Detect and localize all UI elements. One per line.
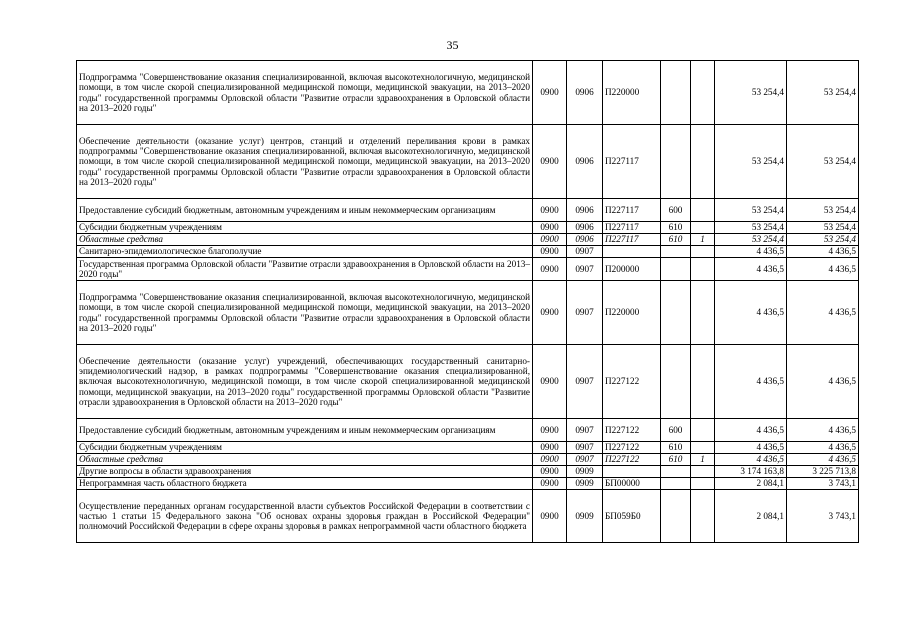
row-amount-year-1: 4 436,5 bbox=[715, 281, 787, 345]
row-target-article-code: П227117 bbox=[603, 125, 661, 199]
row-amount-year-2: 53 254,4 bbox=[787, 125, 859, 199]
row-amount-year-1: 2 084,1 bbox=[715, 490, 787, 543]
row-section-code: 0900 bbox=[533, 281, 567, 345]
row-expense-type-code: 600 bbox=[661, 199, 691, 222]
row-section-code: 0900 bbox=[533, 246, 567, 258]
row-expense-type-code bbox=[661, 61, 691, 125]
row-amount-year-2: 3 743,1 bbox=[787, 490, 859, 543]
table-row bbox=[77, 419, 859, 442]
row-amount-year-2: 4 436,5 bbox=[787, 258, 859, 281]
row-amount-year-1: 53 254,4 bbox=[715, 61, 787, 125]
row-subsection-code: 0906 bbox=[567, 61, 603, 125]
row-amount-year-1: 53 254,4 bbox=[715, 199, 787, 222]
row-subsection-code: 0909 bbox=[567, 490, 603, 543]
row-section-code: 0900 bbox=[533, 345, 567, 419]
table-row bbox=[77, 199, 859, 222]
row-name: Обеспечение деятельности (оказание услуг) центров, станций и отделений переливания крови в рамках подпрограммы "Совершенствование оказания специализированной, включая высокотехнологичную, медицинской помощи, в том числе скорой специализированной медицинской помощи, медицинской эвакуации, на 2013–2020 годы" государственной программы Орловской области "Развитие отрасли здравоохранения в Орловской области на 2013–2020 годы" bbox=[77, 125, 533, 199]
row-subsection-code: 0907 bbox=[567, 419, 603, 442]
row-kosgu-code bbox=[691, 61, 715, 125]
row-target-article-code bbox=[603, 246, 661, 258]
row-amount-year-1: 53 254,4 bbox=[715, 234, 787, 246]
row-kosgu-code: 1 bbox=[691, 454, 715, 466]
row-target-article-code: П227117 bbox=[603, 199, 661, 222]
row-kosgu-code bbox=[691, 466, 715, 478]
row-kosgu-code bbox=[691, 419, 715, 442]
row-section-code: 0900 bbox=[533, 419, 567, 442]
row-amount-year-2: 4 436,5 bbox=[787, 442, 859, 454]
row-section-code: 0900 bbox=[533, 199, 567, 222]
row-amount-year-1: 53 254,4 bbox=[715, 222, 787, 234]
row-amount-year-2: 53 254,4 bbox=[787, 234, 859, 246]
row-kosgu-code bbox=[691, 490, 715, 543]
row-subsection-code: 0906 bbox=[567, 234, 603, 246]
row-name: Подпрограмма "Совершенствование оказания специализированной, включая высокотехнологичную, медицинской помощи, в том числе скорой специализированной медицинской помощи, медицинской эвакуации, на 2013–2020 годы" государственной программы Орловской области "Развитие отрасли здравоохранения в Орловской области на 2013–2020 годы" bbox=[77, 61, 533, 125]
row-kosgu-code bbox=[691, 125, 715, 199]
row-amount-year-1: 4 436,5 bbox=[715, 454, 787, 466]
table-row bbox=[77, 258, 859, 281]
page-number: 35 bbox=[446, 38, 459, 52]
row-name: Санитарно-эпидемиологическое благополучие bbox=[77, 246, 533, 258]
row-target-article-code: П227117 bbox=[603, 234, 661, 246]
row-section-code: 0900 bbox=[533, 490, 567, 543]
row-target-article-code bbox=[603, 466, 661, 478]
row-section-code: 0900 bbox=[533, 442, 567, 454]
row-section-code: 0900 bbox=[533, 258, 567, 281]
row-amount-year-2: 4 436,5 bbox=[787, 281, 859, 345]
row-expense-type-code bbox=[661, 466, 691, 478]
row-amount-year-2: 4 436,5 bbox=[787, 454, 859, 466]
row-amount-year-1: 53 254,4 bbox=[715, 125, 787, 199]
table-row bbox=[77, 61, 859, 125]
row-expense-type-code bbox=[661, 258, 691, 281]
row-amount-year-2: 4 436,5 bbox=[787, 345, 859, 419]
row-amount-year-1: 4 436,5 bbox=[715, 345, 787, 419]
row-kosgu-code bbox=[691, 258, 715, 281]
row-target-article-code: П227122 bbox=[603, 419, 661, 442]
row-amount-year-2: 3 743,1 bbox=[787, 478, 859, 490]
row-subsection-code: 0907 bbox=[567, 454, 603, 466]
row-section-code: 0900 bbox=[533, 478, 567, 490]
row-subsection-code: 0906 bbox=[567, 222, 603, 234]
row-name: Осуществление переданных органам государственной власти субъектов Российской Федерации в соответствии с частью 1 статьи 15 Федерального закона "Об основах охраны здоровья граждан в Российской Федерации" полномочий Российской Федерации в сфере охраны здоровья в рамках непрограммной части областного бюджета bbox=[77, 490, 533, 543]
table-row bbox=[77, 345, 859, 419]
table-row bbox=[77, 454, 859, 466]
row-expense-type-code: 610 bbox=[661, 222, 691, 234]
row-target-article-code: П227117 bbox=[603, 222, 661, 234]
row-name: Предоставление субсидий бюджетным, автономным учреждениям и иным некоммерческим организациям bbox=[77, 199, 533, 222]
row-name: Подпрограмма "Совершенствование оказания специализированной, включая высокотехнологичную, медицинской помощи, в том числе скорой специализированной медицинской помощи, медицинской эвакуации, на 2013–2020 годы" государственной программы Орловской области "Развитие отрасли здравоохранения в Орловской области на 2013–2020 годы" bbox=[77, 281, 533, 345]
row-target-article-code: БП00000 bbox=[603, 478, 661, 490]
table-row bbox=[77, 234, 859, 246]
row-subsection-code: 0909 bbox=[567, 478, 603, 490]
row-expense-type-code bbox=[661, 246, 691, 258]
row-name: Предоставление субсидий бюджетным, автономным учреждениям и иным некоммерческим организациям bbox=[77, 419, 533, 442]
row-amount-year-2: 53 254,4 bbox=[787, 61, 859, 125]
row-subsection-code: 0906 bbox=[567, 125, 603, 199]
row-section-code: 0900 bbox=[533, 466, 567, 478]
row-expense-type-code bbox=[661, 125, 691, 199]
row-target-article-code: П227122 bbox=[603, 442, 661, 454]
row-name: Государственная программа Орловской области "Развитие отрасли здравоохранения в Орловской области на 2013–2020 годы" bbox=[77, 258, 533, 281]
row-amount-year-1: 4 436,5 bbox=[715, 442, 787, 454]
table-row bbox=[77, 478, 859, 490]
row-expense-type-code: 610 bbox=[661, 454, 691, 466]
row-kosgu-code bbox=[691, 442, 715, 454]
row-expense-type-code bbox=[661, 478, 691, 490]
row-section-code: 0900 bbox=[533, 234, 567, 246]
row-amount-year-1: 3 174 163,8 bbox=[715, 466, 787, 478]
row-expense-type-code: 600 bbox=[661, 419, 691, 442]
table-row bbox=[77, 466, 859, 478]
row-name: Другие вопросы в области здравоохранения bbox=[77, 466, 533, 478]
row-name: Областные средства bbox=[77, 234, 533, 246]
row-expense-type-code bbox=[661, 281, 691, 345]
row-section-code: 0900 bbox=[533, 222, 567, 234]
row-amount-year-1: 2 084,1 bbox=[715, 478, 787, 490]
row-amount-year-2: 4 436,5 bbox=[787, 246, 859, 258]
row-amount-year-1: 4 436,5 bbox=[715, 258, 787, 281]
row-amount-year-1: 4 436,5 bbox=[715, 246, 787, 258]
row-name: Областные средства bbox=[77, 454, 533, 466]
row-name: Обеспечение деятельности (оказание услуг) учреждений, обеспечивающих государственный санитарно-эпидемиологический надзор, в рамках подпрограммы "Совершенствование оказания специализированной, включая высокотехнологичную, медицинской помощи, в том числе скорой специализированной медицинской помощи, медицинской эвакуации, на 2013–2020 годы" государственной программы Орловской области "Развитие отрасли здравоохранения в Орловской области на 2013–2020 годы" bbox=[77, 345, 533, 419]
row-expense-type-code bbox=[661, 490, 691, 543]
row-section-code: 0900 bbox=[533, 61, 567, 125]
row-kosgu-code bbox=[691, 345, 715, 419]
row-target-article-code: БП059Б0 bbox=[603, 490, 661, 543]
row-expense-type-code: 610 bbox=[661, 234, 691, 246]
row-target-article-code: П227122 bbox=[603, 454, 661, 466]
row-target-article-code: П220000 bbox=[603, 281, 661, 345]
budget-table bbox=[76, 60, 859, 543]
row-name: Субсидии бюджетным учреждениям bbox=[77, 442, 533, 454]
row-subsection-code: 0907 bbox=[567, 258, 603, 281]
table-row bbox=[77, 222, 859, 234]
row-amount-year-2: 3 225 713,8 bbox=[787, 466, 859, 478]
row-name: Непрограммная часть областного бюджета bbox=[77, 478, 533, 490]
row-subsection-code: 0907 bbox=[567, 281, 603, 345]
row-section-code: 0900 bbox=[533, 125, 567, 199]
row-name: Субсидии бюджетным учреждениям bbox=[77, 222, 533, 234]
row-amount-year-2: 53 254,4 bbox=[787, 199, 859, 222]
row-expense-type-code: 610 bbox=[661, 442, 691, 454]
row-target-article-code: П227122 bbox=[603, 345, 661, 419]
row-subsection-code: 0906 bbox=[567, 199, 603, 222]
row-kosgu-code: 1 bbox=[691, 234, 715, 246]
row-amount-year-1: 4 436,5 bbox=[715, 419, 787, 442]
row-section-code: 0900 bbox=[533, 454, 567, 466]
budget-table-body bbox=[77, 61, 859, 543]
row-subsection-code: 0907 bbox=[567, 246, 603, 258]
row-target-article-code: П220000 bbox=[603, 61, 661, 125]
row-amount-year-2: 53 254,4 bbox=[787, 222, 859, 234]
row-kosgu-code bbox=[691, 222, 715, 234]
row-expense-type-code bbox=[661, 345, 691, 419]
row-target-article-code: П200000 bbox=[603, 258, 661, 281]
row-subsection-code: 0909 bbox=[567, 466, 603, 478]
table-row bbox=[77, 281, 859, 345]
row-subsection-code: 0907 bbox=[567, 345, 603, 419]
table-row bbox=[77, 442, 859, 454]
row-kosgu-code bbox=[691, 281, 715, 345]
table-row bbox=[77, 125, 859, 199]
table-row bbox=[77, 246, 859, 258]
row-subsection-code: 0907 bbox=[567, 442, 603, 454]
row-kosgu-code bbox=[691, 246, 715, 258]
table-row bbox=[77, 490, 859, 543]
row-amount-year-2: 4 436,5 bbox=[787, 419, 859, 442]
row-kosgu-code bbox=[691, 199, 715, 222]
row-kosgu-code bbox=[691, 478, 715, 490]
